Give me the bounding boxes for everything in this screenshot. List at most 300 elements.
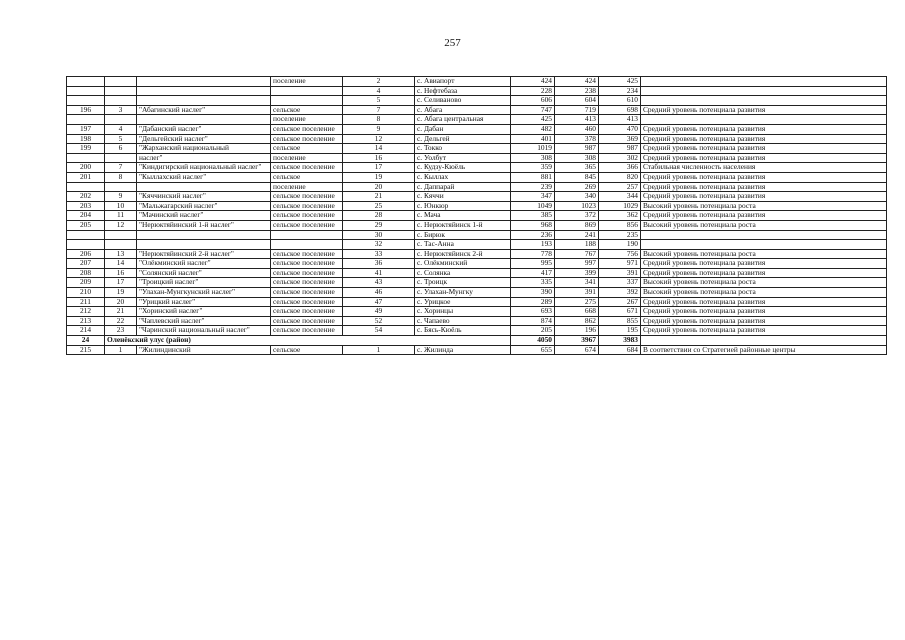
note-cell: Средний уровень потенциала развития [641, 297, 887, 307]
settlement-name-cell: "Чаплевский наслег" [137, 316, 271, 326]
item-index-cell: 4 [105, 124, 137, 134]
value-1-cell: 693 [511, 307, 555, 317]
value-2-cell: 719 [555, 105, 599, 115]
table-row [67, 105, 887, 115]
value-2-cell: 668 [555, 307, 599, 317]
item-index-cell: 22 [105, 316, 137, 326]
locality-code-cell: 32 [343, 240, 415, 250]
value-2-cell: 308 [555, 153, 599, 163]
settlement-name-cell: "Урицкий наслег" [137, 297, 271, 307]
note-cell [641, 96, 887, 106]
value-2-cell: 391 [555, 288, 599, 298]
value-1-cell: 1049 [511, 201, 555, 211]
settlement-type-cell: сельское поселение [271, 259, 343, 269]
note-cell: Средний уровень потенциала развития [641, 211, 887, 221]
value-2-cell: 674 [555, 345, 599, 355]
settlement-type-cell: сельское поселение [271, 297, 343, 307]
locality-name-cell: с. Уолбут [415, 153, 511, 163]
table-row [67, 163, 887, 173]
value-1-cell: 289 [511, 297, 555, 307]
locality-name-cell: с. Дельгей [415, 134, 511, 144]
settlement-type-cell: сельское поселение [271, 211, 343, 221]
locality-name-cell: с. Абага центральная [415, 115, 511, 125]
locality-code-cell: 54 [343, 326, 415, 336]
item-index-cell: 14 [105, 259, 137, 269]
locality-code-cell: 36 [343, 259, 415, 269]
locality-code-cell: 29 [343, 220, 415, 230]
value-1-cell: 228 [511, 86, 555, 96]
row-number-cell: 209 [67, 278, 105, 288]
settlement-type-cell: сельское поселение [271, 163, 343, 173]
settlement-type-cell: поселение [271, 182, 343, 192]
table-row [67, 182, 887, 192]
row-number-cell: 202 [67, 192, 105, 202]
row-number-cell: 205 [67, 220, 105, 230]
value-2-cell: 275 [555, 297, 599, 307]
locality-name-cell: с. Дабан [415, 124, 511, 134]
table-row [67, 96, 887, 106]
note-cell: Средний уровень потенциала развития [641, 153, 887, 163]
value-2-cell: 340 [555, 192, 599, 202]
value-3-cell: 856 [599, 220, 641, 230]
table-row [67, 201, 887, 211]
value-1-cell: 881 [511, 172, 555, 182]
settlement-type-cell: поселение [271, 153, 343, 163]
note-cell: Средний уровень потенциала развития [641, 144, 887, 154]
table-row [67, 240, 887, 250]
value-2-cell: 413 [555, 115, 599, 125]
item-index-cell [105, 86, 137, 96]
locality-code-cell: 4 [343, 86, 415, 96]
locality-name-cell: с. Абага [415, 105, 511, 115]
value-1-cell: 1019 [511, 144, 555, 154]
row-number-cell: 197 [67, 124, 105, 134]
value-1-cell: 968 [511, 220, 555, 230]
settlement-type-cell: сельское поселение [271, 326, 343, 336]
locality-code-cell: 14 [343, 144, 415, 154]
locality-code-cell: 52 [343, 316, 415, 326]
row-number-cell [67, 115, 105, 125]
value-3-cell: 671 [599, 307, 641, 317]
table-row [67, 153, 887, 163]
locality-code-cell: 25 [343, 201, 415, 211]
row-number-cell: 206 [67, 249, 105, 259]
row-number-cell: 214 [67, 326, 105, 336]
value-1-cell: 778 [511, 249, 555, 259]
settlement-name-cell: "Жилиндинский [137, 345, 271, 355]
value-3-cell: 470 [599, 124, 641, 134]
value-3-cell: 698 [599, 105, 641, 115]
note-cell [641, 115, 887, 125]
table-row [67, 144, 887, 154]
locality-name-cell: с. Солянка [415, 268, 511, 278]
value-3-cell: 195 [599, 326, 641, 336]
value-1-cell: 359 [511, 163, 555, 173]
locality-name-cell: с. Кяччи [415, 192, 511, 202]
note-cell: Средний уровень потенциала развития [641, 307, 887, 317]
settlement-name-cell: "Мачинский наслег" [137, 211, 271, 221]
value-3-cell: 391 [599, 268, 641, 278]
item-index-cell: 20 [105, 297, 137, 307]
value-2-cell: 196 [555, 326, 599, 336]
value-1-cell: 236 [511, 230, 555, 240]
item-index-cell: 3 [105, 105, 137, 115]
item-index-cell [105, 115, 137, 125]
value-1-cell: 606 [511, 96, 555, 106]
settlement-name-cell [137, 96, 271, 106]
note-cell: Высокий уровень потенциала роста [641, 249, 887, 259]
locality-name-cell: с. Даппарай [415, 182, 511, 192]
value-1-cell: 335 [511, 278, 555, 288]
item-index-cell: 23 [105, 326, 137, 336]
value-2-cell: 862 [555, 316, 599, 326]
note-cell: Средний уровень потенциала развития [641, 259, 887, 269]
value-1-cell: 747 [511, 105, 555, 115]
table-row [67, 115, 887, 125]
value-3-cell: 971 [599, 259, 641, 269]
row-number-cell: 207 [67, 259, 105, 269]
item-index-cell: 16 [105, 268, 137, 278]
value-2-cell: 269 [555, 182, 599, 192]
note-cell: Средний уровень потенциала развития [641, 316, 887, 326]
value-1-cell: 193 [511, 240, 555, 250]
row-number-cell: 212 [67, 307, 105, 317]
district-name-cell: Оленёкский улус (район) [105, 336, 511, 346]
locality-name-cell: с. Хоринцы [415, 307, 511, 317]
settlement-type-cell: сельское поселение [271, 278, 343, 288]
district-value-3-cell: 3983 [599, 336, 641, 346]
settlement-type-cell: сельское поселение [271, 307, 343, 317]
value-2-cell: 604 [555, 96, 599, 106]
note-cell: Высокий уровень потенциала роста [641, 220, 887, 230]
value-3-cell: 392 [599, 288, 641, 298]
row-number-cell [67, 182, 105, 192]
row-number-cell [67, 240, 105, 250]
note-cell: Стабильная численность населения [641, 163, 887, 173]
value-2-cell: 460 [555, 124, 599, 134]
item-index-cell: 5 [105, 134, 137, 144]
value-2-cell: 241 [555, 230, 599, 240]
table-row [67, 172, 887, 182]
settlement-name-cell [137, 77, 271, 87]
settlement-name-cell: "Солянский наслег" [137, 268, 271, 278]
settlement-name-cell: "Дабанский наслег" [137, 124, 271, 134]
value-3-cell: 267 [599, 297, 641, 307]
value-3-cell: 610 [599, 96, 641, 106]
settlement-type-cell: сельское поселение [271, 201, 343, 211]
locality-name-cell: с. Авиапорт [415, 77, 511, 87]
value-2-cell: 365 [555, 163, 599, 173]
locality-name-cell: с. Урицкое [415, 297, 511, 307]
value-2-cell: 378 [555, 134, 599, 144]
locality-code-cell: 49 [343, 307, 415, 317]
note-cell [641, 230, 887, 240]
locality-code-cell: 17 [343, 163, 415, 173]
locality-name-cell: с. Нерюктяйинск 2-й [415, 249, 511, 259]
value-3-cell: 344 [599, 192, 641, 202]
value-1-cell: 347 [511, 192, 555, 202]
table-row [67, 124, 887, 134]
table-row [67, 211, 887, 221]
settlement-name-cell [137, 240, 271, 250]
settlement-name-cell: "Киндигирский национальный наслег" [137, 163, 271, 173]
settlement-type-cell: сельское [271, 105, 343, 115]
locality-name-cell: с. Нерюктяйинск 1-й [415, 220, 511, 230]
locality-code-cell: 8 [343, 115, 415, 125]
value-3-cell: 190 [599, 240, 641, 250]
value-2-cell: 987 [555, 144, 599, 154]
district-value-1-cell: 4050 [511, 336, 555, 346]
district-summary-row [67, 336, 887, 346]
settlement-type-cell: сельское поселение [271, 220, 343, 230]
locality-code-cell: 12 [343, 134, 415, 144]
value-3-cell: 257 [599, 182, 641, 192]
item-index-cell: 12 [105, 220, 137, 230]
item-index-cell [105, 240, 137, 250]
item-index-cell: 8 [105, 172, 137, 182]
locality-name-cell: с. Юнкюр [415, 201, 511, 211]
row-number-cell: 201 [67, 172, 105, 182]
note-cell: Высокий уровень потенциала роста [641, 278, 887, 288]
value-3-cell: 302 [599, 153, 641, 163]
item-index-cell: 13 [105, 249, 137, 259]
note-cell: Средний уровень потенциала развития [641, 134, 887, 144]
note-cell [641, 77, 887, 87]
settlement-name-cell: "Дельгейский наслег" [137, 134, 271, 144]
settlement-type-cell: сельское [271, 345, 343, 355]
locality-name-cell: с. Селиваново [415, 96, 511, 106]
row-number-cell: 198 [67, 134, 105, 144]
table-row [67, 230, 887, 240]
locality-code-cell: 9 [343, 124, 415, 134]
settlement-name-cell: "Нерюктяйинский 1-й наслег" [137, 220, 271, 230]
value-3-cell: 235 [599, 230, 641, 240]
table-row [67, 77, 887, 87]
note-cell: В соответствии со Стратегией районные центры [641, 345, 887, 355]
value-1-cell: 874 [511, 316, 555, 326]
table-row [67, 278, 887, 288]
note-cell [641, 240, 887, 250]
value-2-cell: 238 [555, 86, 599, 96]
value-1-cell: 417 [511, 268, 555, 278]
settlement-type-cell: поселение [271, 77, 343, 87]
row-number-cell [67, 86, 105, 96]
settlement-name-cell: "Чаринский национальный наслег" [137, 326, 271, 336]
locality-code-cell: 33 [343, 249, 415, 259]
settlement-type-cell [271, 230, 343, 240]
settlement-type-cell: сельское [271, 172, 343, 182]
locality-name-cell: с. Улахан-Мунгку [415, 288, 511, 298]
item-index-cell [105, 77, 137, 87]
settlement-type-cell: сельское поселение [271, 249, 343, 259]
district-value-2-cell: 3967 [555, 336, 599, 346]
value-1-cell: 424 [511, 77, 555, 87]
value-3-cell: 366 [599, 163, 641, 173]
table-row [67, 297, 887, 307]
locality-code-cell: 19 [343, 172, 415, 182]
row-number-cell: 208 [67, 268, 105, 278]
value-2-cell: 845 [555, 172, 599, 182]
item-index-cell: 17 [105, 278, 137, 288]
settlement-type-cell: поселение [271, 115, 343, 125]
value-2-cell: 341 [555, 278, 599, 288]
value-2-cell: 767 [555, 249, 599, 259]
settlement-type-cell: сельское поселение [271, 134, 343, 144]
value-2-cell: 869 [555, 220, 599, 230]
table-row [67, 345, 887, 355]
value-3-cell: 987 [599, 144, 641, 154]
value-2-cell: 997 [555, 259, 599, 269]
value-3-cell: 234 [599, 86, 641, 96]
row-number-cell: 200 [67, 163, 105, 173]
locality-name-cell: с. Мача [415, 211, 511, 221]
settlement-name-cell: "Хоринский наслег" [137, 307, 271, 317]
note-cell: Высокий уровень потенциала роста [641, 288, 887, 298]
locality-code-cell: 5 [343, 96, 415, 106]
table-row [67, 192, 887, 202]
settlement-type-cell [271, 86, 343, 96]
row-number-cell [67, 230, 105, 240]
locality-code-cell: 21 [343, 192, 415, 202]
item-index-cell: 19 [105, 288, 137, 298]
table-row [67, 326, 887, 336]
settlement-type-cell: сельское [271, 144, 343, 154]
table-body [67, 77, 887, 355]
item-index-cell [105, 153, 137, 163]
item-index-cell: 11 [105, 211, 137, 221]
settlements-table [66, 76, 887, 355]
value-1-cell: 239 [511, 182, 555, 192]
settlement-name-cell: "Троицкий наслег" [137, 278, 271, 288]
row-number-cell: 211 [67, 297, 105, 307]
value-3-cell: 684 [599, 345, 641, 355]
settlement-name-cell: "Жарханский национальный [137, 144, 271, 154]
item-index-cell [105, 96, 137, 106]
settlement-name-cell: "Олёкминский наслег" [137, 259, 271, 269]
value-2-cell: 372 [555, 211, 599, 221]
value-1-cell: 655 [511, 345, 555, 355]
value-2-cell: 188 [555, 240, 599, 250]
table-row [67, 220, 887, 230]
settlement-type-cell [271, 240, 343, 250]
value-3-cell: 425 [599, 77, 641, 87]
item-index-cell [105, 230, 137, 240]
settlement-type-cell: сельское поселение [271, 316, 343, 326]
row-number-cell: 199 [67, 144, 105, 154]
settlement-name-cell [137, 182, 271, 192]
row-number-cell: 196 [67, 105, 105, 115]
locality-code-cell: 7 [343, 105, 415, 115]
value-2-cell: 424 [555, 77, 599, 87]
settlement-name-cell: наслег" [137, 153, 271, 163]
locality-code-cell: 16 [343, 153, 415, 163]
table-row [67, 288, 887, 298]
locality-name-cell: с. Чапаево [415, 316, 511, 326]
value-3-cell: 820 [599, 172, 641, 182]
item-index-cell: 10 [105, 201, 137, 211]
locality-code-cell: 41 [343, 268, 415, 278]
value-1-cell: 401 [511, 134, 555, 144]
note-cell: Средний уровень потенциала развития [641, 124, 887, 134]
settlement-type-cell [271, 96, 343, 106]
locality-name-cell: с. Нефтебаза [415, 86, 511, 96]
locality-name-cell: с. Бирюк [415, 230, 511, 240]
row-number-cell: 203 [67, 201, 105, 211]
row-number-cell [67, 77, 105, 87]
row-number-cell: 215 [67, 345, 105, 355]
row-number-cell [67, 153, 105, 163]
settlement-name-cell: "Абагинский наслег" [137, 105, 271, 115]
table-row [67, 259, 887, 269]
item-index-cell: 21 [105, 307, 137, 317]
row-number-cell: 210 [67, 288, 105, 298]
settlement-type-cell: сельское поселение [271, 288, 343, 298]
value-1-cell: 385 [511, 211, 555, 221]
locality-code-cell: 2 [343, 77, 415, 87]
note-cell: Средний уровень потенциала развития [641, 326, 887, 336]
value-1-cell: 425 [511, 115, 555, 125]
item-index-cell: 6 [105, 144, 137, 154]
item-index-cell [105, 182, 137, 192]
value-2-cell: 399 [555, 268, 599, 278]
value-3-cell: 756 [599, 249, 641, 259]
table-row [67, 134, 887, 144]
locality-name-cell: с. Олёкминский [415, 259, 511, 269]
note-cell: Средний уровень потенциала развития [641, 192, 887, 202]
locality-name-cell: с. Кыллах [415, 172, 511, 182]
settlement-name-cell [137, 115, 271, 125]
locality-name-cell: с. Кудзу-Кюёль [415, 163, 511, 173]
note-cell: Высокий уровень потенциала роста [641, 201, 887, 211]
note-cell: Средний уровень потенциала развития [641, 268, 887, 278]
settlement-name-cell: "Кыллахский наслег" [137, 172, 271, 182]
locality-name-cell: с. Тас-Анна [415, 240, 511, 250]
note-cell: Средний уровень потенциала развития [641, 105, 887, 115]
table-row [67, 307, 887, 317]
locality-name-cell: с. Бясь-Кюёль [415, 326, 511, 336]
locality-name-cell: с. Жилинда [415, 345, 511, 355]
settlement-name-cell: "Нерюктяйинский 2-й наслег" [137, 249, 271, 259]
locality-code-cell: 20 [343, 182, 415, 192]
settlement-name-cell: "Улахан-Мунгкунский наслег" [137, 288, 271, 298]
settlement-type-cell: сельское поселение [271, 268, 343, 278]
locality-name-cell: с. Токко [415, 144, 511, 154]
row-number-cell: 204 [67, 211, 105, 221]
locality-name-cell: с. Троицк [415, 278, 511, 288]
settlement-type-cell: сельское поселение [271, 192, 343, 202]
district-number-cell: 24 [67, 336, 105, 346]
table-row [67, 86, 887, 96]
locality-code-cell: 28 [343, 211, 415, 221]
locality-code-cell: 47 [343, 297, 415, 307]
row-number-cell [67, 96, 105, 106]
value-2-cell: 1023 [555, 201, 599, 211]
settlement-type-cell: сельское поселение [271, 124, 343, 134]
value-1-cell: 390 [511, 288, 555, 298]
value-3-cell: 413 [599, 115, 641, 125]
table-row [67, 268, 887, 278]
value-3-cell: 1029 [599, 201, 641, 211]
note-cell [641, 86, 887, 96]
settlement-name-cell: "Мальжагарский наслег" [137, 201, 271, 211]
item-index-cell: 1 [105, 345, 137, 355]
locality-code-cell: 30 [343, 230, 415, 240]
table-row [67, 316, 887, 326]
note-cell: Средний уровень потенциала развития [641, 172, 887, 182]
value-1-cell: 308 [511, 153, 555, 163]
row-number-cell: 213 [67, 316, 105, 326]
table-row [67, 249, 887, 259]
